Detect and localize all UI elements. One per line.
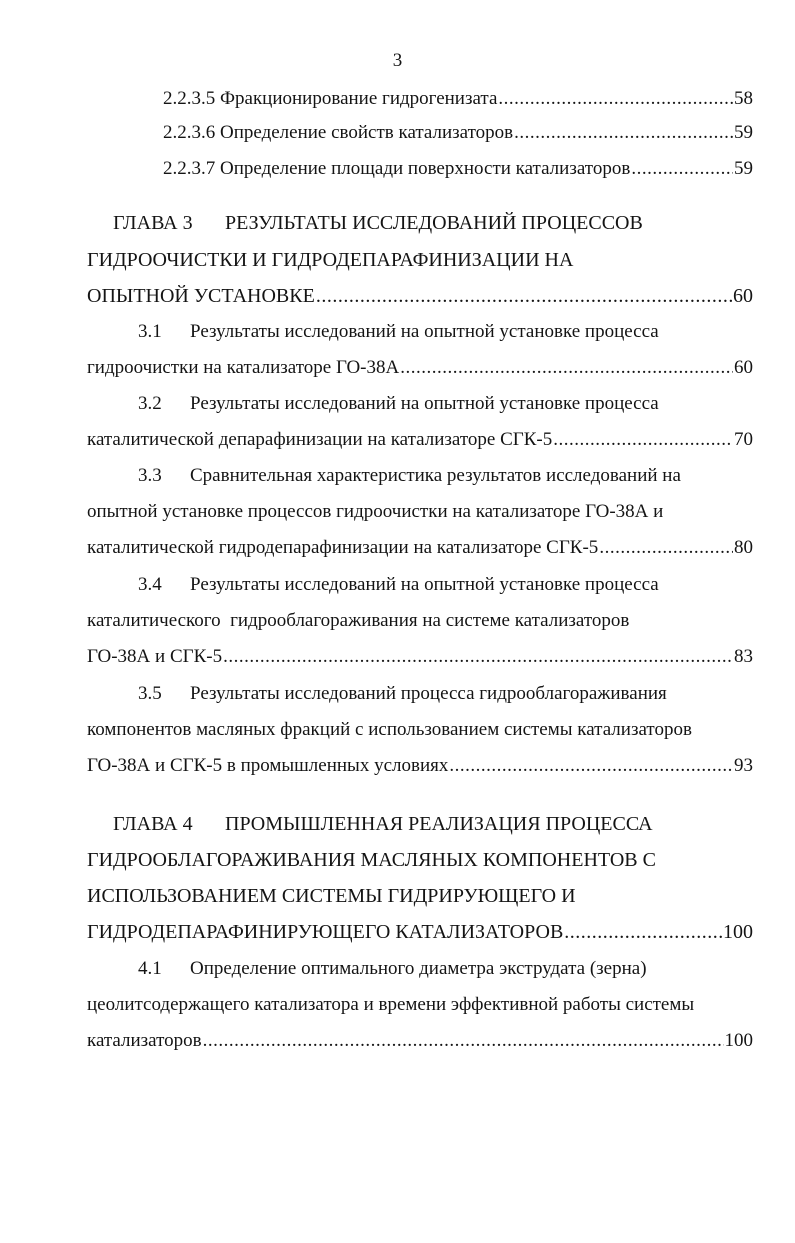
section-3-4-line2: каталитического гидрооблагораживания на системе катализаторов [87,610,630,631]
section-3-3-line2: опытной установке процессов гидроочистки на катализаторе ГО-38А и [87,501,664,522]
section-3-3-line1: 3.3 Сравнительная характеристика результатов исследований на [138,465,681,486]
toc-entry-3-5: ГО-38А и СГК-5 в промышленных условиях ..... 93 [87,753,753,781]
toc-entry-3-2: каталитической депарафинизации на катализаторе СГК-5 ..... 70 [87,427,753,455]
chapter-4-heading-line3: ИСПОЛЬЗОВАНИЕМ СИСТЕМЫ ГИДРИРУЮЩЕГО И [87,885,576,907]
toc-entry-4-1: катализаторов ..... 100 [87,1028,753,1056]
chapter-4-heading: ГЛАВА 4 ПРОМЫШЛЕННАЯ РЕАЛИЗАЦИЯ ПРОЦЕССА [113,813,653,835]
toc-entry-3-3: каталитической гидродепарафинизации на катализаторе СГК-5 ..... 80 [87,535,753,563]
section-3-5-line1: 3.5 Результаты исследований процесса гидрооблагораживания [138,683,667,704]
toc-entry-2-2-3-6: 2.2.3.6 Определение свойств катализаторов ..... 59 [163,120,753,148]
chapter-4-heading-line2: ГИДРООБЛАГОРАЖИВАНИЯ МАСЛЯНЫХ КОМПОНЕНТОВ С [87,849,656,871]
chapter-3-heading-line2: ГИДРООЧИСТКИ И ГИДРОДЕПАРАФИНИЗАЦИИ НА [87,249,574,271]
section-3-5-line2: компонентов масляных фракций с использованием системы катализаторов [87,719,692,740]
toc-entry-3-4: ГО-38А и СГК-5 ..... 83 [87,644,753,672]
toc-entry-chapter-4: ГИДРОДЕПАРАФИНИРУЮЩЕГО КАТАЛИЗАТОРОВ ..... 100 [87,919,753,947]
section-4-1-line1: 4.1 Определение оптимального диаметра экструдата (зерна) [138,958,647,979]
section-3-2-line1: 3.2 Результаты исследований на опытной установке процесса [138,393,659,414]
toc-entry-3-1: гидроочистки на катализаторе ГО-38А ..... 60 [87,355,753,383]
toc-entry-chapter-3: ОПЫТНОЙ УСТАНОВКЕ ..... 60 [87,283,753,311]
page-number: 3 [392,50,403,71]
section-4-1-line2: цеолитсодержащего катализатора и времени эффективной работы системы [87,994,695,1015]
toc-entry-2-2-3-5: 2.2.3.5 Фракционирование гидрогенизата ..... 58 [163,86,753,114]
chapter-3-heading: ГЛАВА 3 РЕЗУЛЬТАТЫ ИССЛЕДОВАНИЙ ПРОЦЕССОВ [113,212,643,234]
section-3-1-line1: 3.1 Результаты исследований на опытной установке процесса [138,321,659,342]
toc-entry-2-2-3-7: 2.2.3.7 Определение площади поверхности катализаторов ..... 59 [163,156,753,184]
section-3-4-line1: 3.4 Результаты исследований на опытной установке процесса [138,574,659,595]
